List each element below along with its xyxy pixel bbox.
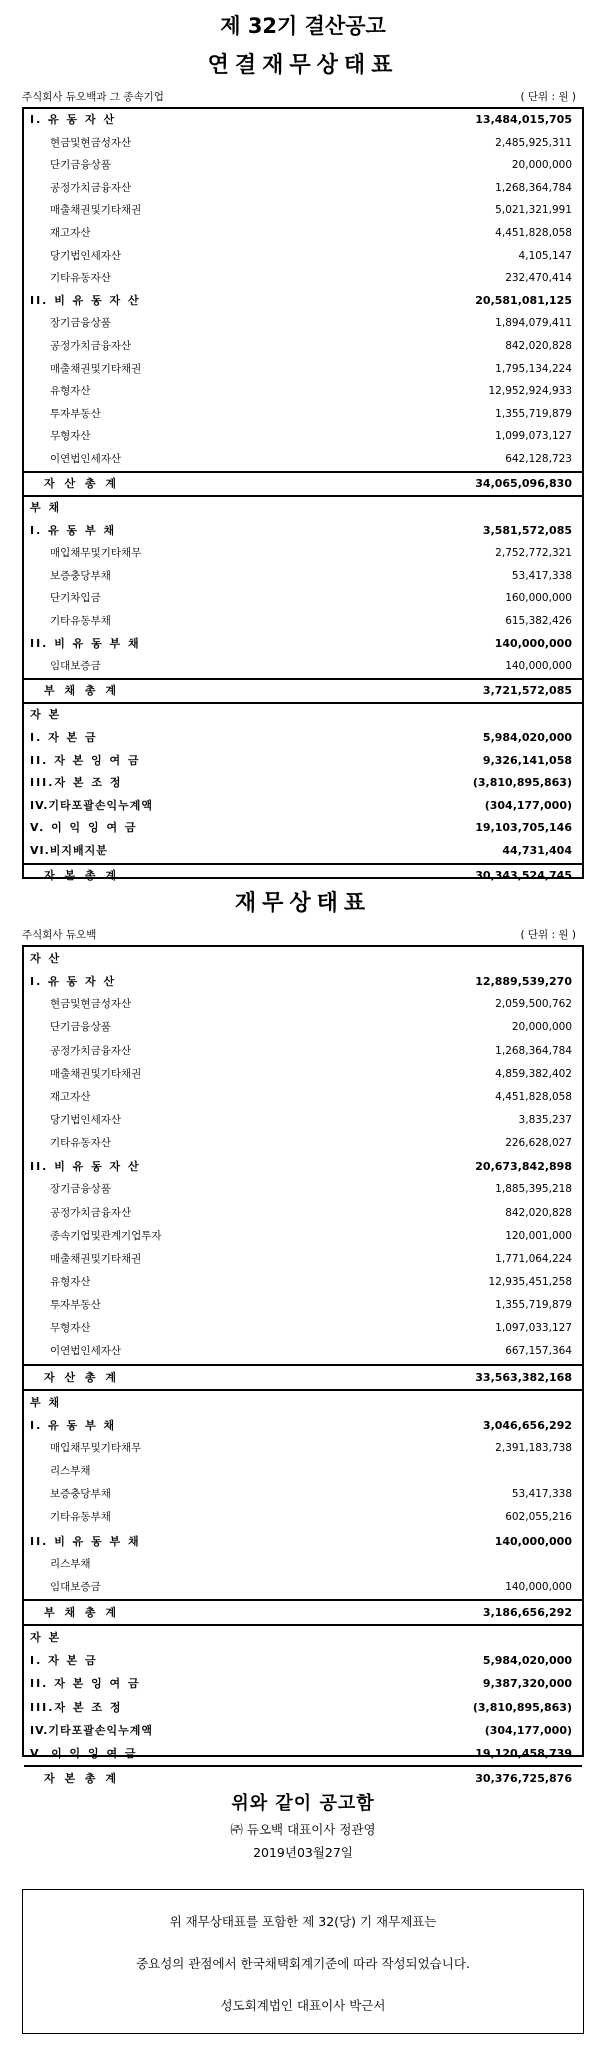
consolidated-unit-label: ( 단위 : 원 ): [520, 91, 576, 103]
row-label: 유형자산: [50, 1275, 91, 1288]
row-label: 공정가치금융자산: [50, 339, 132, 352]
row-value: 140,000,000: [505, 1580, 572, 1593]
row-label: 매출채권및기타채권: [50, 362, 142, 375]
row-value: 3,835,237: [518, 1113, 572, 1126]
audit-line-1: 위 재무상태표를 포함한 제 32(당) 기 재무제표는: [169, 1914, 437, 1929]
table-row: [24, 1063, 582, 1086]
row-value: 5,984,020,000: [482, 1654, 572, 1668]
row-label: IV.기타포괄손익누계액: [30, 798, 153, 812]
row-value: 1,268,364,784: [495, 1044, 572, 1057]
row-value: 20,673,842,898: [475, 1160, 572, 1174]
row-value: 20,000,000: [511, 1021, 572, 1034]
table-row: [24, 358, 582, 381]
row-value: 9,387,320,000: [482, 1677, 572, 1691]
row-label: II. 비 유 동 부 채: [30, 1534, 141, 1548]
row-value: 1,355,719,879: [495, 407, 572, 420]
table-row: [24, 497, 582, 520]
row-label: 매출채권및기타채권: [50, 1067, 142, 1080]
row-label: 단기차입금: [50, 592, 101, 605]
table-row: [24, 865, 582, 888]
row-label: 유형자산: [50, 385, 91, 398]
row-label: 자 본: [30, 1631, 62, 1645]
table-section: [24, 1391, 582, 1601]
row-value: 20,581,081,125: [475, 293, 572, 307]
table-row: [24, 772, 582, 795]
row-label: II. 비 유 동 자 산: [30, 293, 141, 307]
table-row: [24, 109, 582, 132]
row-label: 매출채권및기타채권: [50, 204, 142, 217]
table-row: [24, 1483, 582, 1506]
row-value: 842,020,828: [505, 339, 572, 352]
table-row: [24, 1086, 582, 1109]
row-value: 12,889,539,270: [475, 975, 572, 989]
table-row: [24, 222, 582, 245]
row-value: 13,484,015,705: [475, 113, 572, 126]
table-row: [24, 1178, 582, 1201]
table-row: [24, 154, 582, 177]
table-section: [24, 109, 582, 473]
row-label: II. 비 유 동 자 산: [30, 1160, 141, 1174]
row-label: I. 유 동 부 채: [30, 1418, 117, 1432]
table-section: [24, 1366, 582, 1391]
row-label: 자 산 총 계: [44, 476, 119, 490]
row-value: 2,391,183,738: [495, 1441, 572, 1454]
table-row: [24, 1366, 582, 1389]
table-row: [24, 947, 582, 970]
table-row: [24, 1132, 582, 1155]
row-value: 2,059,500,762: [495, 998, 572, 1011]
row-label: 자 본 총 계: [44, 868, 119, 882]
table-row: [24, 403, 582, 426]
row-value: 1,795,134,224: [495, 362, 572, 375]
row-label: 임대보증금: [50, 660, 101, 673]
table-row: [24, 473, 582, 496]
table-row: [24, 542, 582, 565]
row-label: 투자부동산: [50, 407, 101, 420]
row-label: 재고자산: [50, 226, 91, 239]
table-row: [24, 817, 582, 840]
table-row: [24, 380, 582, 403]
table-section: [24, 1626, 582, 1767]
row-value: 53,417,338: [511, 569, 572, 582]
separate-sheet-title: 재무상태표: [234, 891, 372, 916]
row-value: (3,810,895,863): [472, 776, 572, 790]
table-row: [24, 1294, 582, 1317]
table-row: [24, 727, 582, 750]
table-row: [24, 1719, 582, 1742]
row-value: (304,177,000): [484, 798, 572, 812]
row-label: I. 유 동 부 채: [30, 523, 117, 537]
table-row: [24, 565, 582, 588]
row-label: 무형자산: [50, 430, 91, 443]
row-value: 1,355,719,879: [495, 1299, 572, 1312]
table-row: [24, 1248, 582, 1271]
consolidated-company-name: 주식회사 듀오백과 그 종속기업: [22, 91, 164, 103]
table-row: [24, 335, 582, 358]
table-section: [24, 1767, 582, 1790]
row-value: 3,046,656,292: [482, 1418, 572, 1432]
table-row: [24, 1340, 582, 1363]
row-value: 226,628,027: [505, 1137, 572, 1150]
row-value: 12,935,451,258: [488, 1275, 572, 1288]
row-label: 보증충당부채: [50, 1488, 111, 1501]
row-label: 기타유동자산: [50, 1137, 111, 1150]
row-label: 종속기업및관계기업투자: [50, 1229, 162, 1242]
row-value: 667,157,364: [505, 1345, 572, 1358]
table-row: [24, 970, 582, 993]
table-row: [24, 993, 582, 1016]
row-label: 매입채무및기타채무: [50, 1441, 142, 1454]
notice-date: 2019년03월27일: [253, 1845, 353, 1860]
row-value: 53,417,338: [511, 1488, 572, 1501]
row-label: 당기법인세자산: [50, 1113, 122, 1126]
table-section: [24, 704, 582, 864]
row-label: 이연법인세자산: [50, 452, 122, 465]
table-row: [24, 1391, 582, 1414]
table-row: [24, 840, 582, 863]
table-row: [24, 795, 582, 818]
table-section: [24, 947, 582, 1366]
table-row: [24, 610, 582, 633]
table-section: [24, 473, 582, 498]
separate-company-name: 주식회사 듀오백: [22, 929, 97, 941]
table-row: [24, 587, 582, 610]
row-value: 3,581,572,085: [482, 523, 572, 537]
table-row: [24, 1576, 582, 1599]
row-value: 5,984,020,000: [482, 731, 572, 745]
row-value: 642,128,723: [505, 452, 572, 465]
row-value: (304,177,000): [484, 1723, 572, 1737]
row-label: II. 비 유 동 부 채: [30, 636, 141, 650]
table-row: [24, 1767, 582, 1790]
table-row: [24, 1460, 582, 1483]
table-section: [24, 680, 582, 705]
row-label: III.자 본 조 정: [30, 1700, 123, 1714]
row-value: 44,731,404: [502, 844, 572, 857]
table-row: [24, 267, 582, 290]
table-row: [24, 1437, 582, 1460]
table-row: [24, 312, 582, 335]
row-value: 19,103,705,146: [475, 821, 572, 835]
table-row: [24, 1626, 582, 1649]
row-value: 12,952,924,933: [488, 385, 572, 398]
table-row: [24, 177, 582, 200]
notice-title: 제 32기 결산공고: [220, 14, 386, 38]
row-value: (3,810,895,863): [472, 1700, 572, 1714]
consolidated-balance-table: [22, 107, 584, 882]
row-value: 615,382,426: [505, 615, 572, 628]
row-value: 20,000,000: [511, 159, 572, 172]
table-row: [24, 750, 582, 773]
row-label: 투자부동산: [50, 1299, 101, 1312]
table-row: [24, 1202, 582, 1225]
row-label: 이연법인세자산: [50, 1345, 122, 1358]
table-row: [24, 680, 582, 703]
audit-opinion-box: [22, 1889, 584, 2034]
table-row: [24, 1155, 582, 1178]
row-value: 1,099,073,127: [495, 430, 572, 443]
row-value: 1,894,079,411: [495, 317, 572, 330]
table-row: [24, 1040, 582, 1063]
row-label: 기타유동부채: [50, 615, 111, 628]
table-row: [24, 132, 582, 155]
row-label: I. 유 동 자 산: [30, 975, 117, 989]
row-value: 1,885,395,218: [495, 1183, 572, 1196]
row-label: V. 이 익 잉 여 금: [30, 1746, 138, 1760]
table-row: [24, 520, 582, 543]
row-value: 140,000,000: [505, 660, 572, 673]
row-label: 자 본 총 계: [44, 1771, 119, 1785]
row-value: 4,859,382,402: [495, 1067, 572, 1080]
row-label: 공정가치금융자산: [50, 181, 132, 194]
row-value: 842,020,828: [505, 1206, 572, 1219]
row-label: 기타유동자산: [50, 272, 111, 285]
row-label: 단기금융상품: [50, 1021, 111, 1034]
row-value: 1,771,064,224: [495, 1252, 572, 1265]
table-row: [24, 1225, 582, 1248]
row-label: II. 자 본 잉 여 금: [30, 1677, 141, 1691]
row-value: 34,065,096,830: [475, 476, 572, 490]
row-label: 장기금융상품: [50, 1183, 111, 1196]
row-label: 자 본: [30, 708, 62, 722]
table-row: [24, 1672, 582, 1695]
table-row: [24, 1016, 582, 1039]
ceo-signature: ㈜ 듀오백 대표이사 정관영: [230, 1822, 376, 1837]
audit-line-2: 중요성의 관점에서 한국채택회계기준에 따라 작성되었습니다.: [136, 1956, 470, 1971]
row-value: 1,268,364,784: [495, 181, 572, 194]
row-value: 602,055,216: [505, 1511, 572, 1524]
row-label: 부 채 총 계: [44, 683, 119, 697]
table-row: [24, 1506, 582, 1529]
row-label: 매출채권및기타채권: [50, 1252, 142, 1265]
consolidated-subheader: [22, 88, 584, 106]
row-label: 리스부채: [50, 1557, 91, 1570]
row-value: 232,470,414: [505, 272, 572, 285]
row-value: 30,343,524,745: [475, 868, 572, 882]
row-value: 5,021,321,991: [495, 204, 572, 217]
row-value: 3,721,572,085: [482, 683, 572, 697]
row-value: 2,485,925,311: [495, 136, 572, 149]
table-row: [24, 1530, 582, 1553]
announcement-text: 위와 같이 공고함: [231, 1793, 375, 1814]
table-section: [24, 497, 582, 680]
row-label: 무형자산: [50, 1322, 91, 1335]
row-label: IV.기타포괄손익누계액: [30, 1723, 153, 1737]
table-row: [24, 1649, 582, 1672]
row-label: 현금및현금성자산: [50, 136, 132, 149]
table-row: [24, 448, 582, 471]
table-row: [24, 1553, 582, 1576]
table-row: [24, 1317, 582, 1340]
row-label: 부 채: [30, 501, 62, 515]
row-label: 부 채: [30, 1395, 62, 1409]
row-label: 공정가치금융자산: [50, 1206, 132, 1219]
row-label: 단기금융상품: [50, 159, 111, 172]
row-value: 4,105,147: [518, 249, 572, 262]
table-row: [24, 1109, 582, 1132]
row-value: 140,000,000: [494, 636, 572, 650]
row-label: 당기법인세자산: [50, 249, 122, 262]
row-label: 부 채 총 계: [44, 1605, 119, 1619]
auditor-signature: 성도회계법인 대표이사 박근서: [220, 1998, 386, 2013]
row-label: VI.비지배지분: [30, 844, 108, 857]
separate-unit-label: ( 단위 : 원 ): [520, 929, 576, 941]
row-label: 매입채무및기타채무: [50, 547, 142, 560]
row-label: I. 자 본 금: [30, 1654, 98, 1668]
row-value: 33,563,382,168: [475, 1370, 572, 1384]
table-row: [24, 633, 582, 656]
row-value: 160,000,000: [505, 592, 572, 605]
row-value: 4,451,828,058: [495, 1090, 572, 1103]
row-value: 2,752,772,321: [495, 547, 572, 560]
table-section: [24, 1601, 582, 1626]
row-value: 19,120,458,739: [475, 1746, 572, 1760]
separate-balance-table: [22, 945, 584, 1785]
row-label: 기타유동부채: [50, 1511, 111, 1524]
row-label: 임대보증금: [50, 1580, 101, 1593]
table-row: [24, 199, 582, 222]
table-row: [24, 655, 582, 678]
row-label: 재고자산: [50, 1090, 91, 1103]
row-label: 공정가치금융자산: [50, 1044, 132, 1057]
row-value: 9,326,141,058: [482, 753, 572, 767]
row-value: 3,186,656,292: [482, 1605, 572, 1619]
table-row: [24, 1601, 582, 1624]
row-label: V. 이 익 잉 여 금: [30, 821, 138, 835]
table-row: [24, 704, 582, 727]
table-section: [24, 865, 582, 888]
row-label: 장기금융상품: [50, 317, 111, 330]
table-row: [24, 1696, 582, 1719]
row-label: III.자 본 조 정: [30, 776, 123, 790]
row-label: 보증충당부채: [50, 569, 111, 582]
row-value: 1,097,033,127: [495, 1322, 572, 1335]
table-row: [24, 290, 582, 313]
row-value: 4,451,828,058: [495, 226, 572, 239]
table-row: [24, 1271, 582, 1294]
separate-subheader: [22, 926, 584, 944]
table-row: [24, 245, 582, 268]
row-label: 현금및현금성자산: [50, 998, 132, 1011]
row-label: II. 자 본 잉 여 금: [30, 753, 141, 767]
table-row: [24, 1414, 582, 1437]
row-value: 30,376,725,876: [475, 1771, 572, 1785]
row-value: 120,001,000: [505, 1229, 572, 1242]
consolidated-sheet-title: 연결재무상태표: [207, 53, 399, 78]
table-row: [24, 1742, 582, 1765]
row-label: I. 자 본 금: [30, 731, 98, 745]
row-label: 리스부채: [50, 1465, 91, 1478]
row-label: 자 산: [30, 952, 62, 965]
row-label: 자 산 총 계: [44, 1370, 119, 1384]
table-row: [24, 425, 582, 448]
row-value: 140,000,000: [494, 1534, 572, 1548]
row-label: I. 유 동 자 산: [30, 113, 117, 126]
